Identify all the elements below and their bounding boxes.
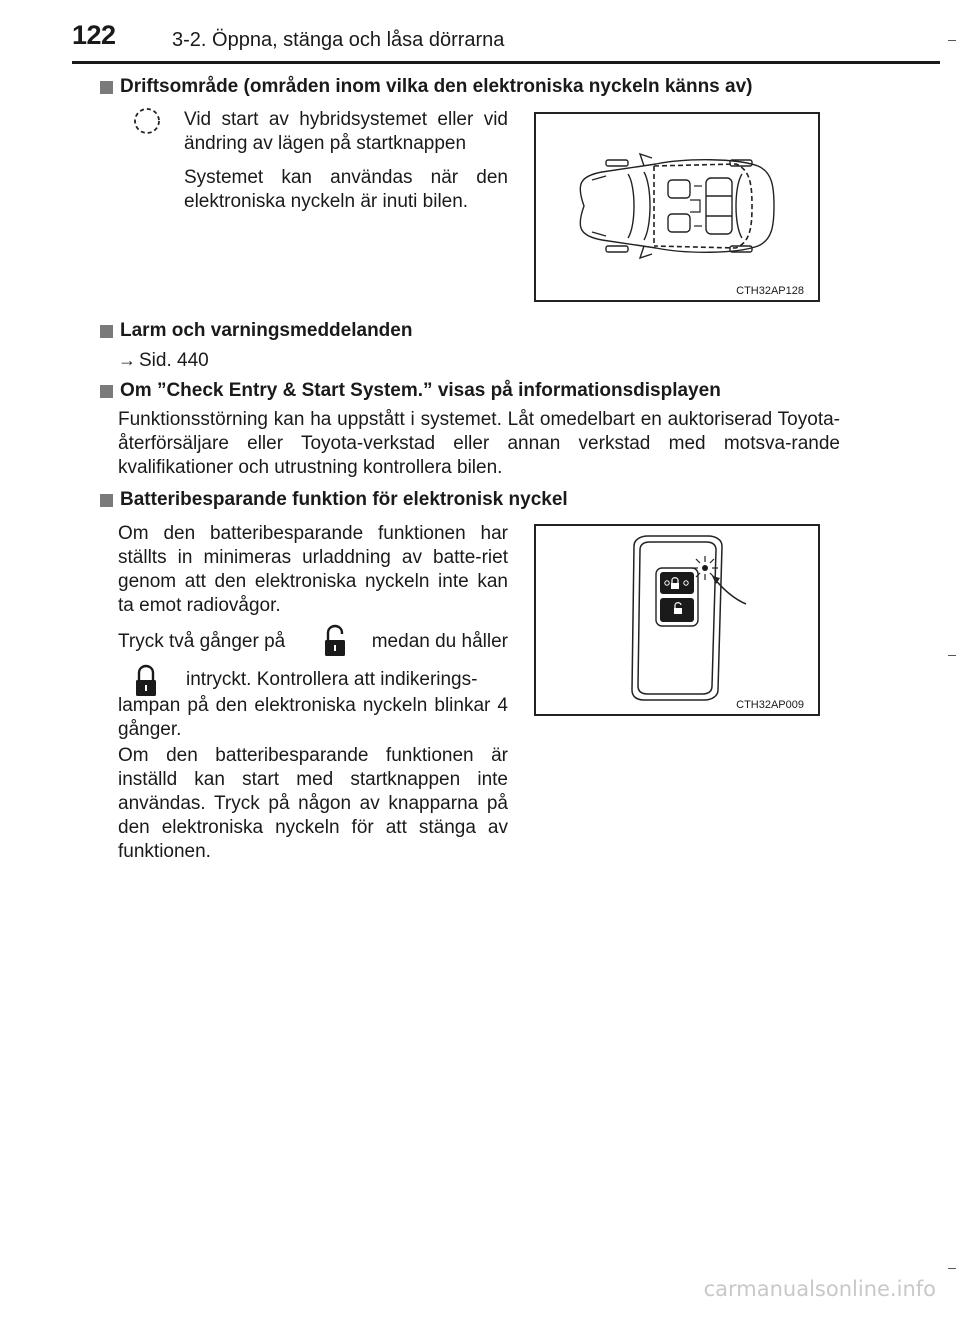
section-heading-operating-range: Driftsområde (områden inom vilka den elektroniska nyckeln känns av) [100,76,753,98]
operating-range-item-2: Systemet kan användas när den elektroniska nyckeln är inuti bilen. [184,167,508,212]
watermark: carmanualsonline.info [703,1277,936,1301]
car-top-view-illustration [536,114,818,300]
battery-saving-instruction-line-1: Tryck två gånger på [118,631,286,652]
header-rule [72,61,940,64]
dashed-circle-icon [132,106,162,136]
key-fob-figure [534,524,820,716]
page-number: 122 [72,20,116,50]
battery-saving-para-3: Om den batteribesparande funktionen är inställd kan start med startknappen inte användas. Tryck på någon av knapparna på den elektroniska nyckeln för att stänga av funktionen. [118,745,508,862]
section-heading-check-entry: Om ”Check Entry & Start System.” visas på informationsdisplayen [100,380,721,402]
square-bullet-icon [100,325,113,338]
crop-mark [948,40,956,41]
electronic-key-illustration [536,526,818,714]
battery-saving-instruction-line-1b: medan du håller [371,631,508,652]
battery-saving-para-1: Om den batteribesparande funktionen har ställts in minimeras urladdning av batte-riet genom att den elektroniska nyckeln inte kan ta emot radiovågor. [118,523,508,616]
operating-range-item-1: Vid start av hybridsystemet eller vid ändring av lägen på startknappen [184,109,508,154]
unlock-icon [322,624,348,660]
figure-code: CTH32AP128 [736,285,804,297]
battery-saving-instruction-line-2: intryckt. Kontrollera att indikerings- [186,669,478,690]
car-range-figure [534,112,820,302]
check-entry-body: Funktionsstörning kan ha uppstått i systemet. Låt omedelbart en auktoriserad Toyota-återförsäljare eller Toyota-verkstad eller annan verkstad med motsva-rande kvalifikationer och utrustning kontrollera bilen. [118,409,840,478]
square-bullet-icon [100,494,113,507]
square-bullet-icon [100,81,113,94]
figure-code: CTH32AP009 [736,699,804,711]
page-header [0,0,960,62]
alarms-page-reference[interactable]: → Sid. 440 [118,350,209,371]
crop-mark [948,655,956,656]
arrow-right-icon: → [118,350,136,370]
battery-saving-instruction-line-3: lampan på den elektroniska nyckeln blinkar 4 gånger. [118,695,508,740]
square-bullet-icon [100,385,113,398]
chapter-title: 3-2. Öppna, stänga och låsa dörrarna [172,29,505,51]
crop-mark [948,1268,956,1269]
section-heading-alarms: Larm och varningsmeddelanden [100,320,412,342]
section-heading-battery-saving: Batteribesparande funktion för elektronisk nyckel [100,489,568,511]
